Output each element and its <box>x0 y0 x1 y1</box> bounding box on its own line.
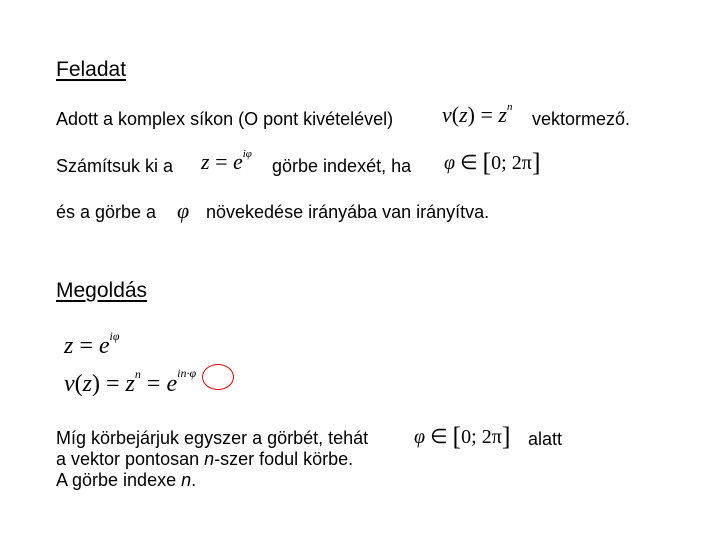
conclusion-paragraph <box>56 428 368 491</box>
feladat-heading: Feladat <box>56 58 127 81</box>
math-mid-exp: n <box>134 367 141 381</box>
math-eq: = <box>79 333 93 359</box>
math-exp: iφ <box>242 148 252 160</box>
math-v: v <box>442 102 452 127</box>
paren-open: ( <box>451 102 460 127</box>
solution-eq2 <box>64 366 197 397</box>
megoldas-heading: Megoldás <box>56 279 148 302</box>
para-line3-a: A görbe indexe <box>56 470 182 490</box>
math-eq: = <box>480 102 493 127</box>
interval-body: 0; 2π <box>461 426 502 448</box>
math-arg: z <box>82 371 92 397</box>
para-line2-b: -szer fodul körbe. <box>214 449 354 469</box>
line2-text: Számítsuk ki a <box>56 156 174 176</box>
math-z: z <box>201 149 210 174</box>
math-exp-i: i <box>177 366 181 380</box>
math-in: ∈ <box>430 426 448 448</box>
para-interval-formula <box>414 422 511 451</box>
line3-suffix: növekedése irányába van irányítva. <box>206 202 490 222</box>
para-line3 <box>56 470 368 491</box>
math-v: v <box>64 371 75 397</box>
math-eq: = <box>215 149 228 174</box>
line1-suffix: vektormező. <box>532 109 631 129</box>
para-after: alatt <box>528 429 563 449</box>
bracket-close: ] <box>531 148 541 177</box>
math-phi: φ <box>444 152 456 174</box>
line2-mid: görbe indexét, ha <box>272 156 412 176</box>
interval-body: 0; 2π <box>491 152 532 174</box>
vector-field-formula <box>442 101 513 127</box>
bracket-open: [ <box>482 148 492 177</box>
highlight-circle <box>202 364 234 390</box>
math-mid: z <box>125 371 135 397</box>
paren-close: ) <box>467 102 475 127</box>
para-line3-b: . <box>191 470 197 490</box>
math-base: z <box>498 102 507 127</box>
math-exp: iφ <box>109 329 120 343</box>
interval-formula <box>444 148 541 177</box>
math-e: e <box>98 333 110 359</box>
phi-symbol: φ <box>177 198 190 223</box>
math-z: z <box>64 333 74 359</box>
para-line2-a: a vektor pontosan <box>56 449 205 469</box>
math-eq: = <box>106 371 120 397</box>
para-line2-n: n <box>204 449 215 469</box>
line1-text: Adott a komplex síkon (O pont kivételével) <box>56 109 394 129</box>
math-exp: n <box>506 101 513 113</box>
math-arg: z <box>459 102 468 127</box>
curve-formula <box>201 148 252 174</box>
paren-close: ) <box>92 371 100 397</box>
math-eq2: = <box>146 371 161 397</box>
bracket-open: [ <box>452 422 462 451</box>
math-phi: φ <box>414 426 426 448</box>
bracket-close: ] <box>501 422 511 451</box>
line3-text: és a görbe a <box>56 202 157 222</box>
math-e: e <box>166 371 178 397</box>
math-exp-rest: n·φ <box>180 366 197 380</box>
math-e: e <box>232 149 243 174</box>
para-line2 <box>56 449 368 470</box>
para-line1: Míg körbejárjuk egyszer a görbét, tehát <box>56 428 369 448</box>
solution-eq1 <box>64 329 120 359</box>
math-in: ∈ <box>460 152 478 174</box>
paren-open: ( <box>74 371 83 397</box>
para-line3-n: n <box>181 470 192 490</box>
